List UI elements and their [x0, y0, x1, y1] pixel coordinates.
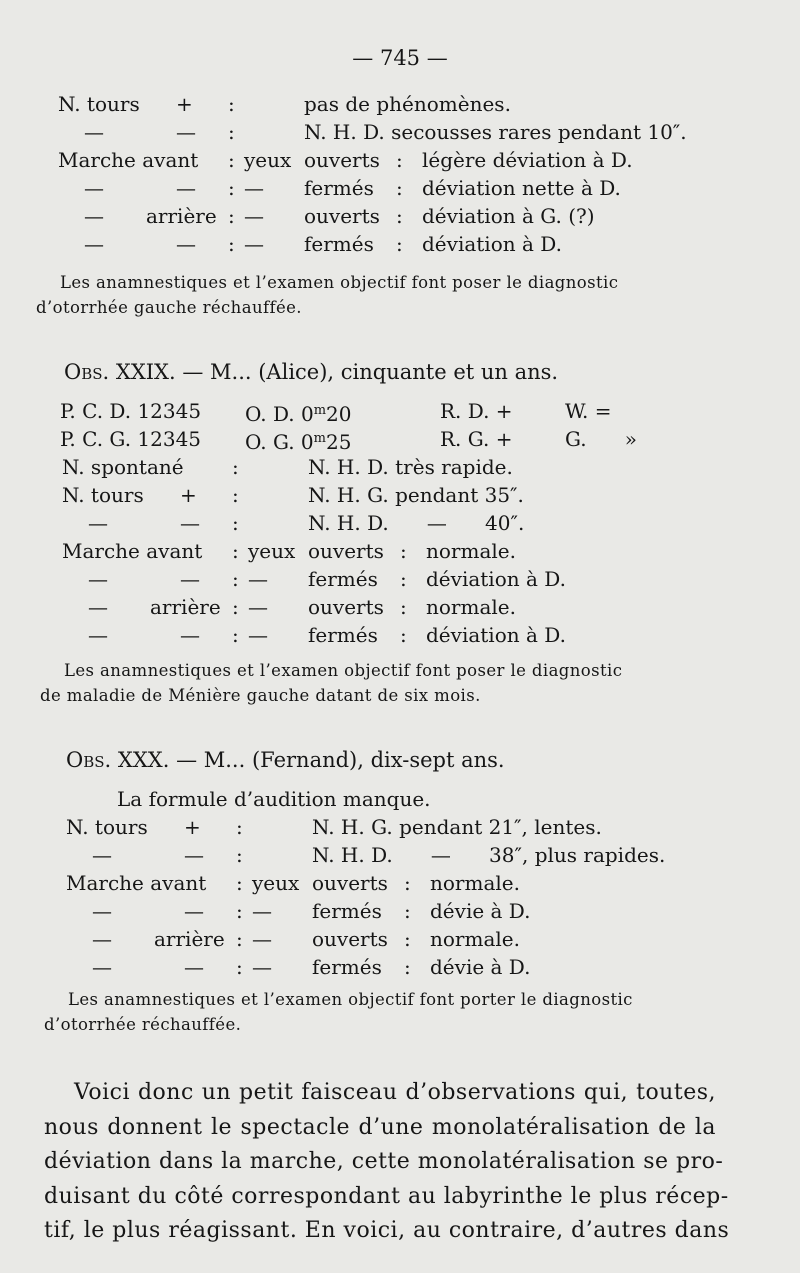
row-label: Marche avant: [66, 871, 207, 895]
hearing-w: W. =: [565, 399, 612, 423]
hearing-o-value: 25: [325, 430, 352, 454]
row-label: Marche avant: [62, 539, 203, 563]
row-colon: :: [228, 92, 235, 116]
row-value: ouverts: [312, 871, 388, 895]
row-sign: +: [176, 92, 193, 116]
row-colon: :: [232, 539, 239, 563]
row-sign: —: [184, 843, 204, 867]
hearing-o: [245, 397, 351, 428]
hearing-o: [245, 425, 351, 456]
hearing-r: R. D. +: [440, 399, 513, 423]
row-result: normale.: [430, 927, 520, 951]
row-label: Marche avant: [58, 148, 199, 172]
hearing-pc: P. C. D. 12345: [60, 399, 202, 423]
row-sign: —: [180, 567, 200, 591]
row-sign: —: [176, 120, 196, 144]
row-colon-2: :: [404, 899, 411, 923]
row-result: dévie à D.: [430, 899, 531, 923]
row-label: —: [84, 120, 104, 144]
row-eyes: yeux: [244, 148, 292, 172]
row-colon-2: :: [404, 927, 411, 951]
hearing-o-sup: m: [313, 431, 326, 446]
row-colon-2: :: [400, 623, 407, 647]
row-eyes: —: [248, 623, 268, 647]
row-colon-2: :: [404, 871, 411, 895]
row-label: —: [92, 899, 112, 923]
row-colon: :: [236, 955, 243, 979]
obs29-heading-label: Obs. XXIX.: [64, 360, 176, 384]
row-label: —: [92, 955, 112, 979]
hearing-o-label: O. D. 0: [245, 402, 314, 426]
page-number: — 745 —: [352, 46, 448, 70]
row-result: normale.: [430, 871, 520, 895]
row-value: N. H. D. — 40″.: [308, 511, 525, 535]
obs29-conclusion: [40, 658, 730, 708]
row-colon-2: :: [400, 595, 407, 619]
row-label: N. tours: [66, 815, 148, 839]
row-sign: arrière: [154, 927, 225, 951]
row-label: —: [88, 595, 108, 619]
row-colon: :: [232, 623, 239, 647]
row-result: déviation à G. (?): [422, 204, 595, 228]
body-line: tif, le plus réagissant. En voici, au contraire, d’autres dans: [44, 1218, 730, 1243]
row-colon: :: [228, 232, 235, 256]
row-colon: :: [232, 511, 239, 535]
row-result: normale.: [426, 539, 516, 563]
row-colon-2: :: [396, 176, 403, 200]
row-result: légère déviation à D.: [422, 148, 633, 172]
row-colon: :: [232, 483, 239, 507]
row-value: ouverts: [308, 595, 384, 619]
row-colon: :: [236, 815, 243, 839]
obs30-conclusion: [44, 987, 734, 1037]
row-colon: :: [232, 567, 239, 591]
row-eyes: —: [252, 955, 272, 979]
row-colon: :: [228, 120, 235, 144]
body-line: déviation dans la marche, cette monolatéralisation se pro-: [44, 1149, 724, 1174]
row-result: déviation à D.: [426, 567, 566, 591]
row-value: N. H. G. pendant 35″.: [308, 483, 524, 507]
obs29-heading-text: — M... (Alice), cinquante et un ans.: [175, 360, 559, 384]
row-sign: —: [184, 955, 204, 979]
row-value: N. H. G. pendant 21″, lentes.: [312, 815, 602, 839]
row-result: déviation à D.: [422, 232, 562, 256]
row-value: fermés: [312, 899, 382, 923]
row-colon: :: [236, 843, 243, 867]
row-colon: :: [236, 871, 243, 895]
row-label: —: [88, 623, 108, 647]
row-sign: arrière: [150, 595, 221, 619]
row-colon: :: [236, 927, 243, 951]
row-value: N. H. D. secousses rares pendant 10″.: [304, 120, 687, 144]
row-sign: —: [180, 623, 200, 647]
body-line: Voici donc un petit faisceau d’observations qui, toutes,: [74, 1080, 716, 1105]
row-colon: :: [232, 595, 239, 619]
row-colon-2: :: [396, 148, 403, 172]
row-value: fermés: [308, 567, 378, 591]
obs30-heading: [66, 748, 505, 772]
row-colon: :: [232, 455, 239, 479]
row-value: fermés: [304, 176, 374, 200]
row-result: déviation nette à D.: [422, 176, 621, 200]
obs29-conclusion-line-1: Les anamnestiques et l’examen objectif font poser le diagnostic: [64, 661, 623, 680]
row-sign: +: [184, 815, 201, 839]
row-colon-2: :: [400, 539, 407, 563]
row-colon-2: :: [396, 232, 403, 256]
row-eyes: —: [244, 176, 264, 200]
row-label: —: [84, 176, 104, 200]
row-eyes: —: [244, 232, 264, 256]
obs28-conclusion-line-1: Les anamnestiques et l’examen objectif font poser le diagnostic: [60, 273, 619, 292]
row-label: —: [88, 567, 108, 591]
hearing-o-label: O. G. 0: [245, 430, 314, 454]
hearing-w: G. »: [565, 427, 638, 451]
row-value: ouverts: [304, 148, 380, 172]
row-value: fermés: [308, 623, 378, 647]
hearing-o-value: 20: [326, 402, 352, 426]
row-label: —: [88, 511, 108, 535]
obs30-intro: La formule d’audition manque.: [117, 787, 431, 811]
body-line: duisant du côté correspondant au labyrinthe le plus récep-: [44, 1183, 729, 1209]
row-eyes: —: [248, 595, 268, 619]
row-colon-2: :: [396, 204, 403, 228]
row-colon: :: [228, 176, 235, 200]
row-result: déviation à D.: [426, 623, 566, 647]
row-value: N. H. D. — 38″, plus rapides.: [312, 843, 666, 867]
hearing-o-sup: m: [313, 403, 327, 418]
row-value: fermés: [312, 955, 382, 979]
row-sign: +: [180, 483, 197, 507]
row-eyes: —: [248, 567, 268, 591]
obs30-conclusion-line-2: d’otorrhée réchauffée.: [44, 1015, 242, 1034]
obs30-heading-text: — M... (Fernand), dix-sept ans.: [169, 748, 505, 772]
row-eyes: —: [252, 899, 272, 923]
hearing-r: R. G. +: [440, 427, 513, 451]
row-label: N. spontané: [62, 455, 184, 479]
row-result: dévie à D.: [430, 955, 531, 979]
obs28-conclusion: [36, 270, 726, 320]
row-value: ouverts: [304, 204, 380, 228]
row-colon: :: [228, 204, 235, 228]
row-label: N. tours: [62, 483, 144, 507]
row-value: ouverts: [312, 927, 388, 951]
obs28-conclusion-line-2: d’otorrhée gauche réchauffée.: [36, 298, 302, 317]
row-eyes: —: [252, 927, 272, 951]
row-colon-2: :: [404, 955, 411, 979]
row-label: —: [84, 232, 104, 256]
row-sign: —: [176, 176, 196, 200]
row-eyes: yeux: [252, 871, 300, 895]
row-sign: arrière: [146, 204, 217, 228]
row-result: normale.: [426, 595, 516, 619]
row-colon: :: [228, 148, 235, 172]
row-sign: —: [184, 899, 204, 923]
row-colon-2: :: [400, 567, 407, 591]
row-eyes: —: [244, 204, 264, 228]
row-value: fermés: [304, 232, 374, 256]
row-value: pas de phénomènes.: [304, 92, 511, 116]
hearing-pc: P. C. G. 12345: [60, 427, 202, 451]
body-paragraph: [44, 1076, 730, 1249]
row-sign: —: [180, 511, 200, 535]
row-eyes: yeux: [248, 539, 296, 563]
obs30-heading-label: Obs. XXX.: [66, 748, 170, 772]
row-value: N. H. D. très rapide.: [308, 455, 513, 479]
row-colon: :: [236, 899, 243, 923]
obs29-conclusion-line-2: de maladie de Ménière gauche datant de six mois.: [40, 686, 481, 705]
row-label: —: [84, 204, 104, 228]
row-label: —: [92, 843, 112, 867]
body-line: nous donnent le spectacle d’une monolatéralisation de la: [44, 1114, 716, 1140]
obs29-heading: [64, 360, 558, 384]
row-sign: —: [176, 232, 196, 256]
row-value: ouverts: [308, 539, 384, 563]
obs30-conclusion-line-1: Les anamnestiques et l’examen objectif font porter le diagnostic: [68, 990, 633, 1009]
row-label: —: [92, 927, 112, 951]
row-label: N. tours: [58, 92, 140, 116]
